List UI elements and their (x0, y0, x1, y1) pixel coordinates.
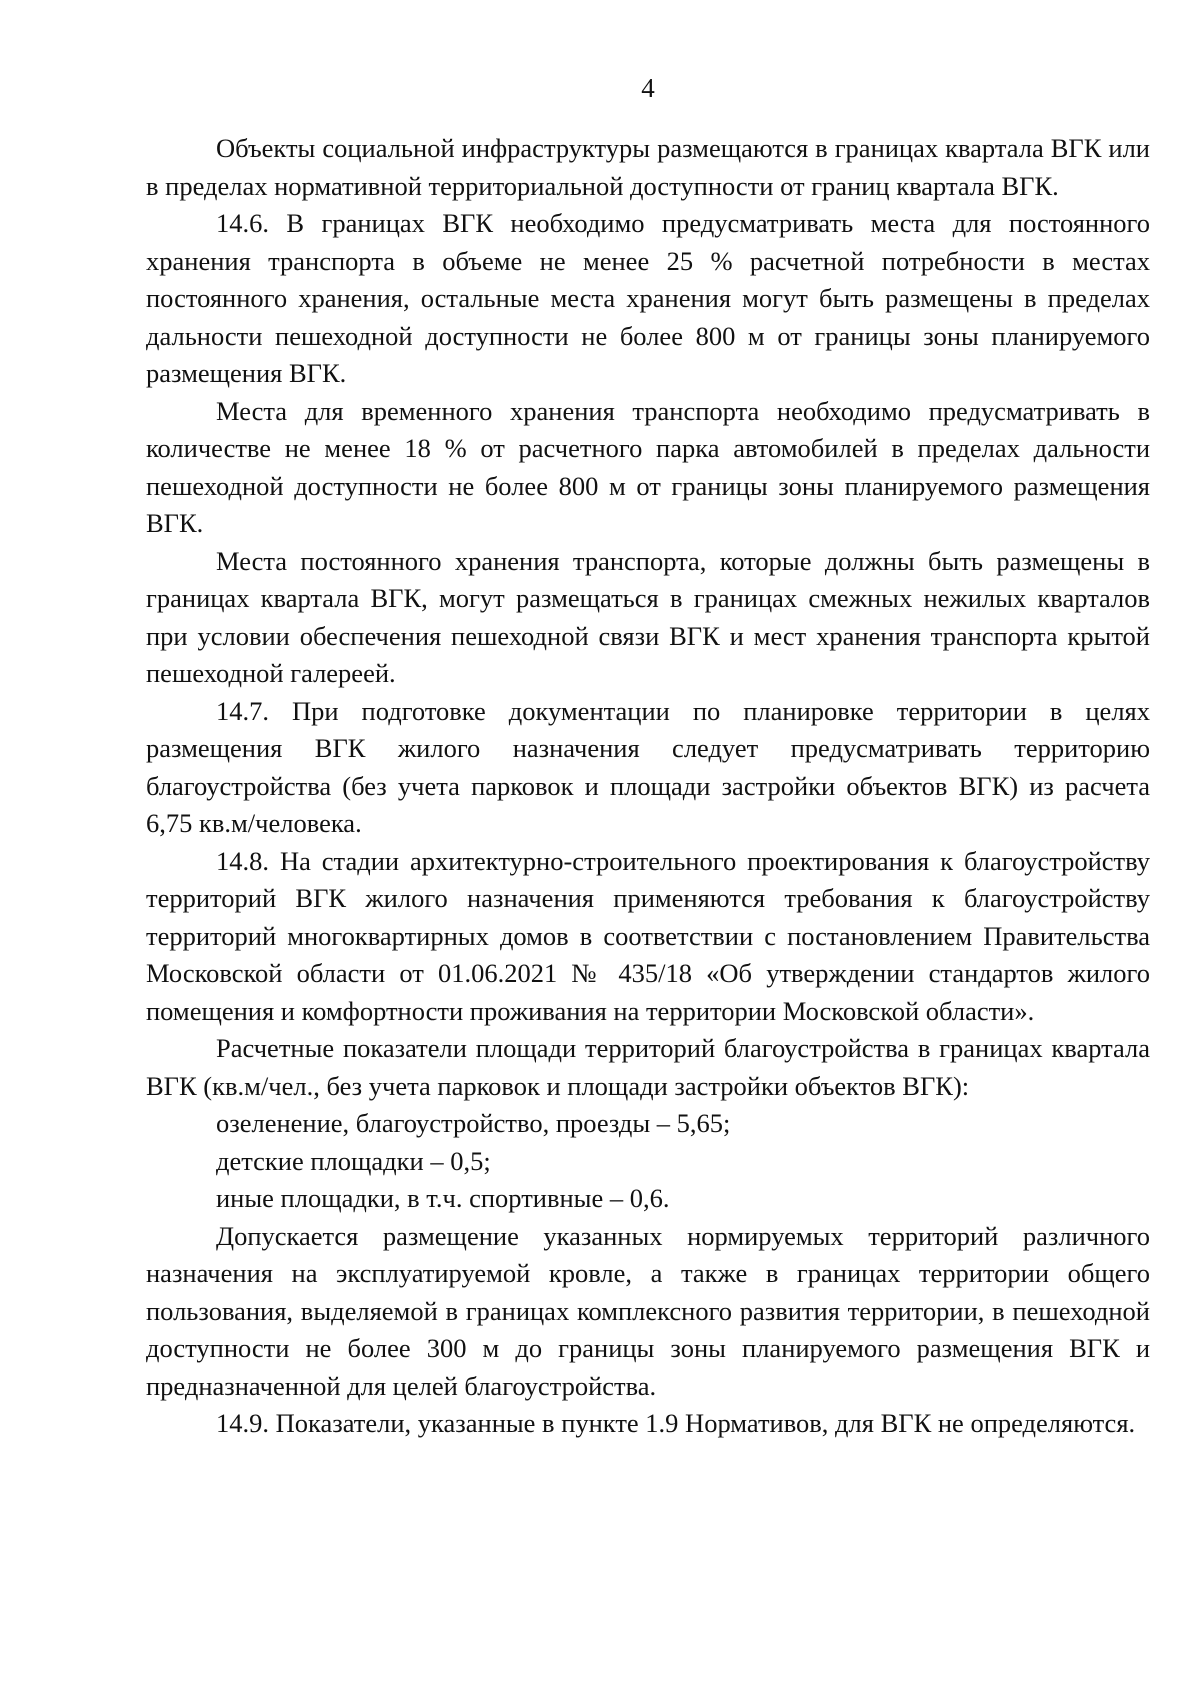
list-item-other-areas: иные площадки, в т.ч. спортивные – 0,6. (216, 1183, 670, 1213)
paragraph-temporary-storage: Места для временного хранения транспорта необходимо предусматривать в количестве не менее 18 % от расчетного парка автомобилей в пределах дальности пешеходной доступности не более 800 м от границы зоны планируемого размещения ВГК. (146, 395, 1150, 538)
document-body (146, 130, 1150, 1443)
paragraph-permanent-storage: Места постоянного хранения транспорта, которые должны быть размещены в границах квартала ВГК, могут размещаться в границах смежных нежилых кварталов при условии обеспечения пешеходной связи ВГК и мест хранения транспорта крытой пешеходной галереей. (146, 545, 1150, 688)
paragraph-indicators-intro: Расчетные показатели площади территорий благоустройства в границах квартала ВГК (кв.м/чел., без учета парковок и площади застройки объектов ВГК): (146, 1033, 1150, 1101)
page-number: 4 (641, 73, 655, 103)
document-page (146, 0, 1150, 1697)
list-item-playgrounds: детские площадки – 0,5; (216, 1145, 491, 1176)
paragraph-14-8: 14.8. На стадии архитектурно-строительного проектирования к благоустройству территорий ВГК жилого назначения применяются требования к благоустройству территорий многоквартирных домов в соответствии с постановлением Правительства Московской области от 01.06.2021 № 435/18 «Об утверждении стандартов жилого помещения и комфортности проживания на территории Московской области». (146, 845, 1150, 1026)
list-item-greening: озеленение, благоустройство, проезды – 5,65; (216, 1108, 731, 1138)
paragraph-14-6: 14.6. В границах ВГК необходимо предусматривать места для постоянного хранения транспорта в объеме не менее 25 % расчетной потребности в местах постоянного хранения, остальные места хранения могут быть размещены в пределах дальности пешеходной доступности не более 800 м от границы зоны планируемого размещения ВГК. (146, 208, 1150, 388)
paragraph-14-9: 14.9. Показатели, указанные в пункте 1.9 Нормативов, для ВГК не определяются. (216, 1408, 1136, 1438)
paragraph-rooftop-allowance: Допускается размещение указанных нормируемых территорий различного назначения на эксплуатируемой кровле, а также в границах территории общего пользования, выделяемой в границах комплексного развития территории, в пешеходной доступности не более 300 м до границы зоны планируемого размещения ВГК и предназначенной для целей благоустройства. (146, 1220, 1150, 1401)
paragraph-14-7: 14.7. При подготовке документации по планировке территории в целях размещения ВГК жилого назначения следует предусматривать территорию благоустройства (без учета парковок и площади застройки объектов ВГК) из расчета 6,75 кв.м/человека. (146, 695, 1150, 838)
paragraph-social-infrastructure: Объекты социальной инфраструктуры размещаются в границах квартала ВГК или в пределах нормативной территориальной доступности от границ квартала ВГК. (146, 133, 1150, 201)
